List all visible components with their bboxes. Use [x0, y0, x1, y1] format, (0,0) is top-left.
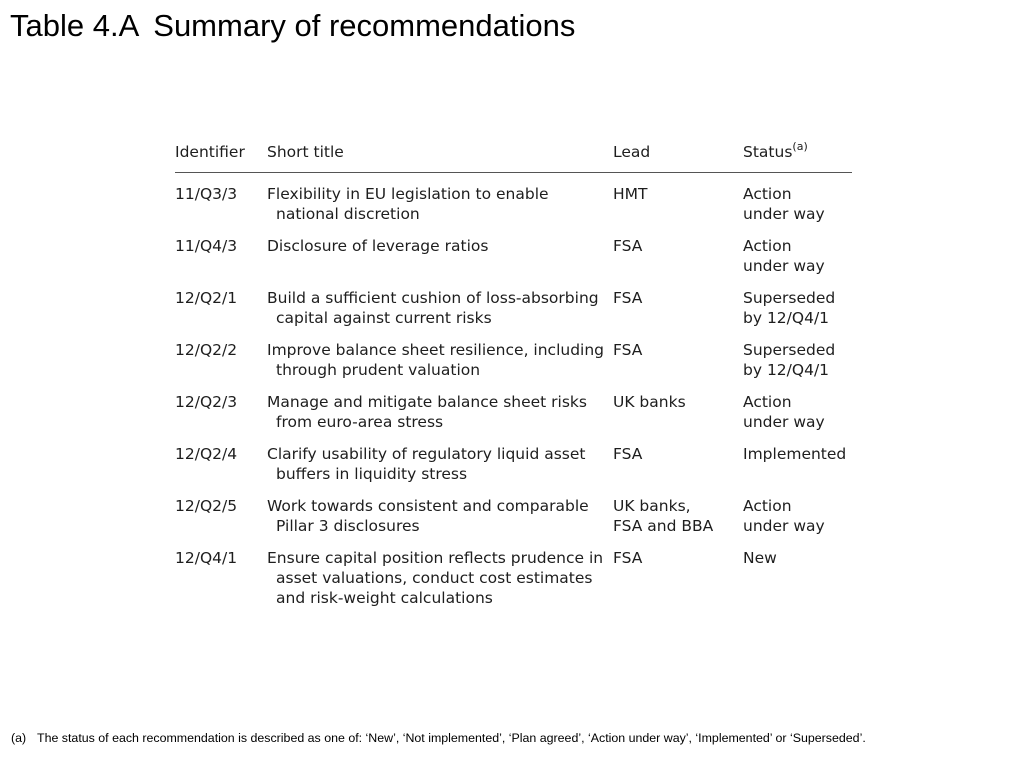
cell-short-title-line: capital against current risks [276, 309, 492, 327]
cell-short-title [267, 184, 613, 224]
cell-short-title [267, 496, 613, 536]
header-lead: Lead [613, 143, 651, 161]
cell-short-title-line: asset valuations, conduct cost estimates [276, 569, 593, 587]
cell-short-title-line: Build a sufficient cushion of loss-absorbing [267, 289, 599, 307]
cell-status-line: Action [743, 237, 792, 255]
table-number: Table 4.A [10, 8, 140, 43]
cell-status-line: Action [743, 497, 792, 515]
table-row [175, 184, 852, 224]
footnote-marker: (a) [11, 731, 27, 745]
cell-status [743, 288, 852, 328]
cell-status-line: by 12/Q4/1 [743, 361, 830, 379]
cell-status-line: Implemented [743, 445, 847, 463]
table-body [175, 184, 852, 608]
cell-identifier: 12/Q2/4 [175, 445, 238, 463]
footnote [11, 730, 866, 746]
cell-short-title [267, 236, 613, 256]
header-short-title: Short title [267, 143, 344, 161]
cell-short-title-line: Clarify usability of regulatory liquid asset [267, 445, 586, 463]
header-identifier: Identifier [175, 143, 245, 161]
cell-short-title [267, 392, 613, 432]
cell-status [743, 184, 852, 224]
cell-status [743, 444, 852, 464]
cell-identifier: 12/Q2/3 [175, 393, 238, 411]
cell-short-title-line: Flexibility in EU legislation to enable [267, 185, 549, 203]
recommendations-table [175, 138, 852, 620]
cell-short-title-line: Disclosure of leverage ratios [267, 237, 489, 255]
cell-status-line: Superseded [743, 341, 836, 359]
table-row [175, 548, 852, 608]
cell-lead [613, 184, 743, 204]
cell-short-title-line: Ensure capital position reflects prudence in [267, 549, 604, 567]
cell-lead [613, 288, 743, 308]
cell-short-title [267, 288, 613, 328]
cell-status-line: Action [743, 185, 792, 203]
table-row [175, 236, 852, 276]
cell-status-line: under way [743, 413, 825, 431]
cell-status-line: under way [743, 257, 825, 275]
cell-short-title-line: Manage and mitigate balance sheet risks [267, 393, 587, 411]
cell-identifier: 11/Q3/3 [175, 185, 238, 203]
cell-lead-line: UK banks, [613, 497, 691, 515]
cell-lead-line: FSA and BBA [613, 517, 714, 535]
cell-status-line: New [743, 549, 777, 567]
cell-short-title-line: Pillar 3 disclosures [276, 517, 420, 535]
cell-short-title-line: from euro-area stress [276, 413, 444, 431]
cell-short-title [267, 548, 613, 608]
cell-short-title-line: national discretion [276, 205, 420, 223]
cell-lead [613, 340, 743, 360]
cell-short-title-line: Improve balance sheet resilience, including [267, 341, 605, 359]
cell-lead-line: FSA [613, 237, 643, 255]
cell-status [743, 392, 852, 432]
cell-identifier: 12/Q2/1 [175, 289, 238, 307]
table-row [175, 444, 852, 484]
cell-lead-line: HMT [613, 185, 648, 203]
cell-short-title-line: and risk-weight calculations [276, 589, 493, 607]
cell-identifier: 12/Q2/5 [175, 497, 238, 515]
cell-status-line: under way [743, 205, 825, 223]
table-row [175, 392, 852, 432]
cell-lead-line: UK banks [613, 393, 686, 411]
cell-identifier: 12/Q4/1 [175, 549, 238, 567]
cell-status [743, 548, 852, 568]
cell-identifier: 11/Q4/3 [175, 237, 238, 255]
table-header-row [175, 138, 852, 173]
table-row [175, 496, 852, 536]
cell-status-line: by 12/Q4/1 [743, 309, 830, 327]
header-status-label: Status [743, 143, 793, 161]
cell-status-line: under way [743, 517, 825, 535]
header-status [743, 138, 852, 168]
cell-status-line: Superseded [743, 289, 836, 307]
cell-lead [613, 548, 743, 568]
cell-status [743, 236, 852, 276]
footnote-text: The status of each recommendation is described as one of: ‘New’, ‘Not implemented’, ‘Plan agreed’, ‘Action under way’, ‘Implemented’ or ‘Superseded’. [37, 731, 866, 745]
cell-status-line: Action [743, 393, 792, 411]
cell-short-title-line: buffers in liquidity stress [276, 465, 468, 483]
cell-short-title [267, 340, 613, 380]
header-status-note: (a) [792, 140, 808, 153]
cell-lead [613, 496, 743, 536]
cell-status [743, 340, 852, 380]
cell-lead-line: FSA [613, 549, 643, 567]
cell-lead [613, 444, 743, 464]
table-row [175, 288, 852, 328]
table-title: Summary of recommendations [153, 8, 576, 43]
cell-short-title-line: through prudent valuation [276, 361, 481, 379]
table-row [175, 340, 852, 380]
cell-lead-line: FSA [613, 341, 643, 359]
cell-short-title-line: Work towards consistent and comparable [267, 497, 589, 515]
page-title [10, 6, 575, 46]
cell-lead-line: FSA [613, 289, 643, 307]
cell-short-title [267, 444, 613, 484]
cell-status [743, 496, 852, 536]
cell-lead [613, 392, 743, 412]
cell-lead [613, 236, 743, 256]
cell-identifier: 12/Q2/2 [175, 341, 238, 359]
cell-lead-line: FSA [613, 445, 643, 463]
